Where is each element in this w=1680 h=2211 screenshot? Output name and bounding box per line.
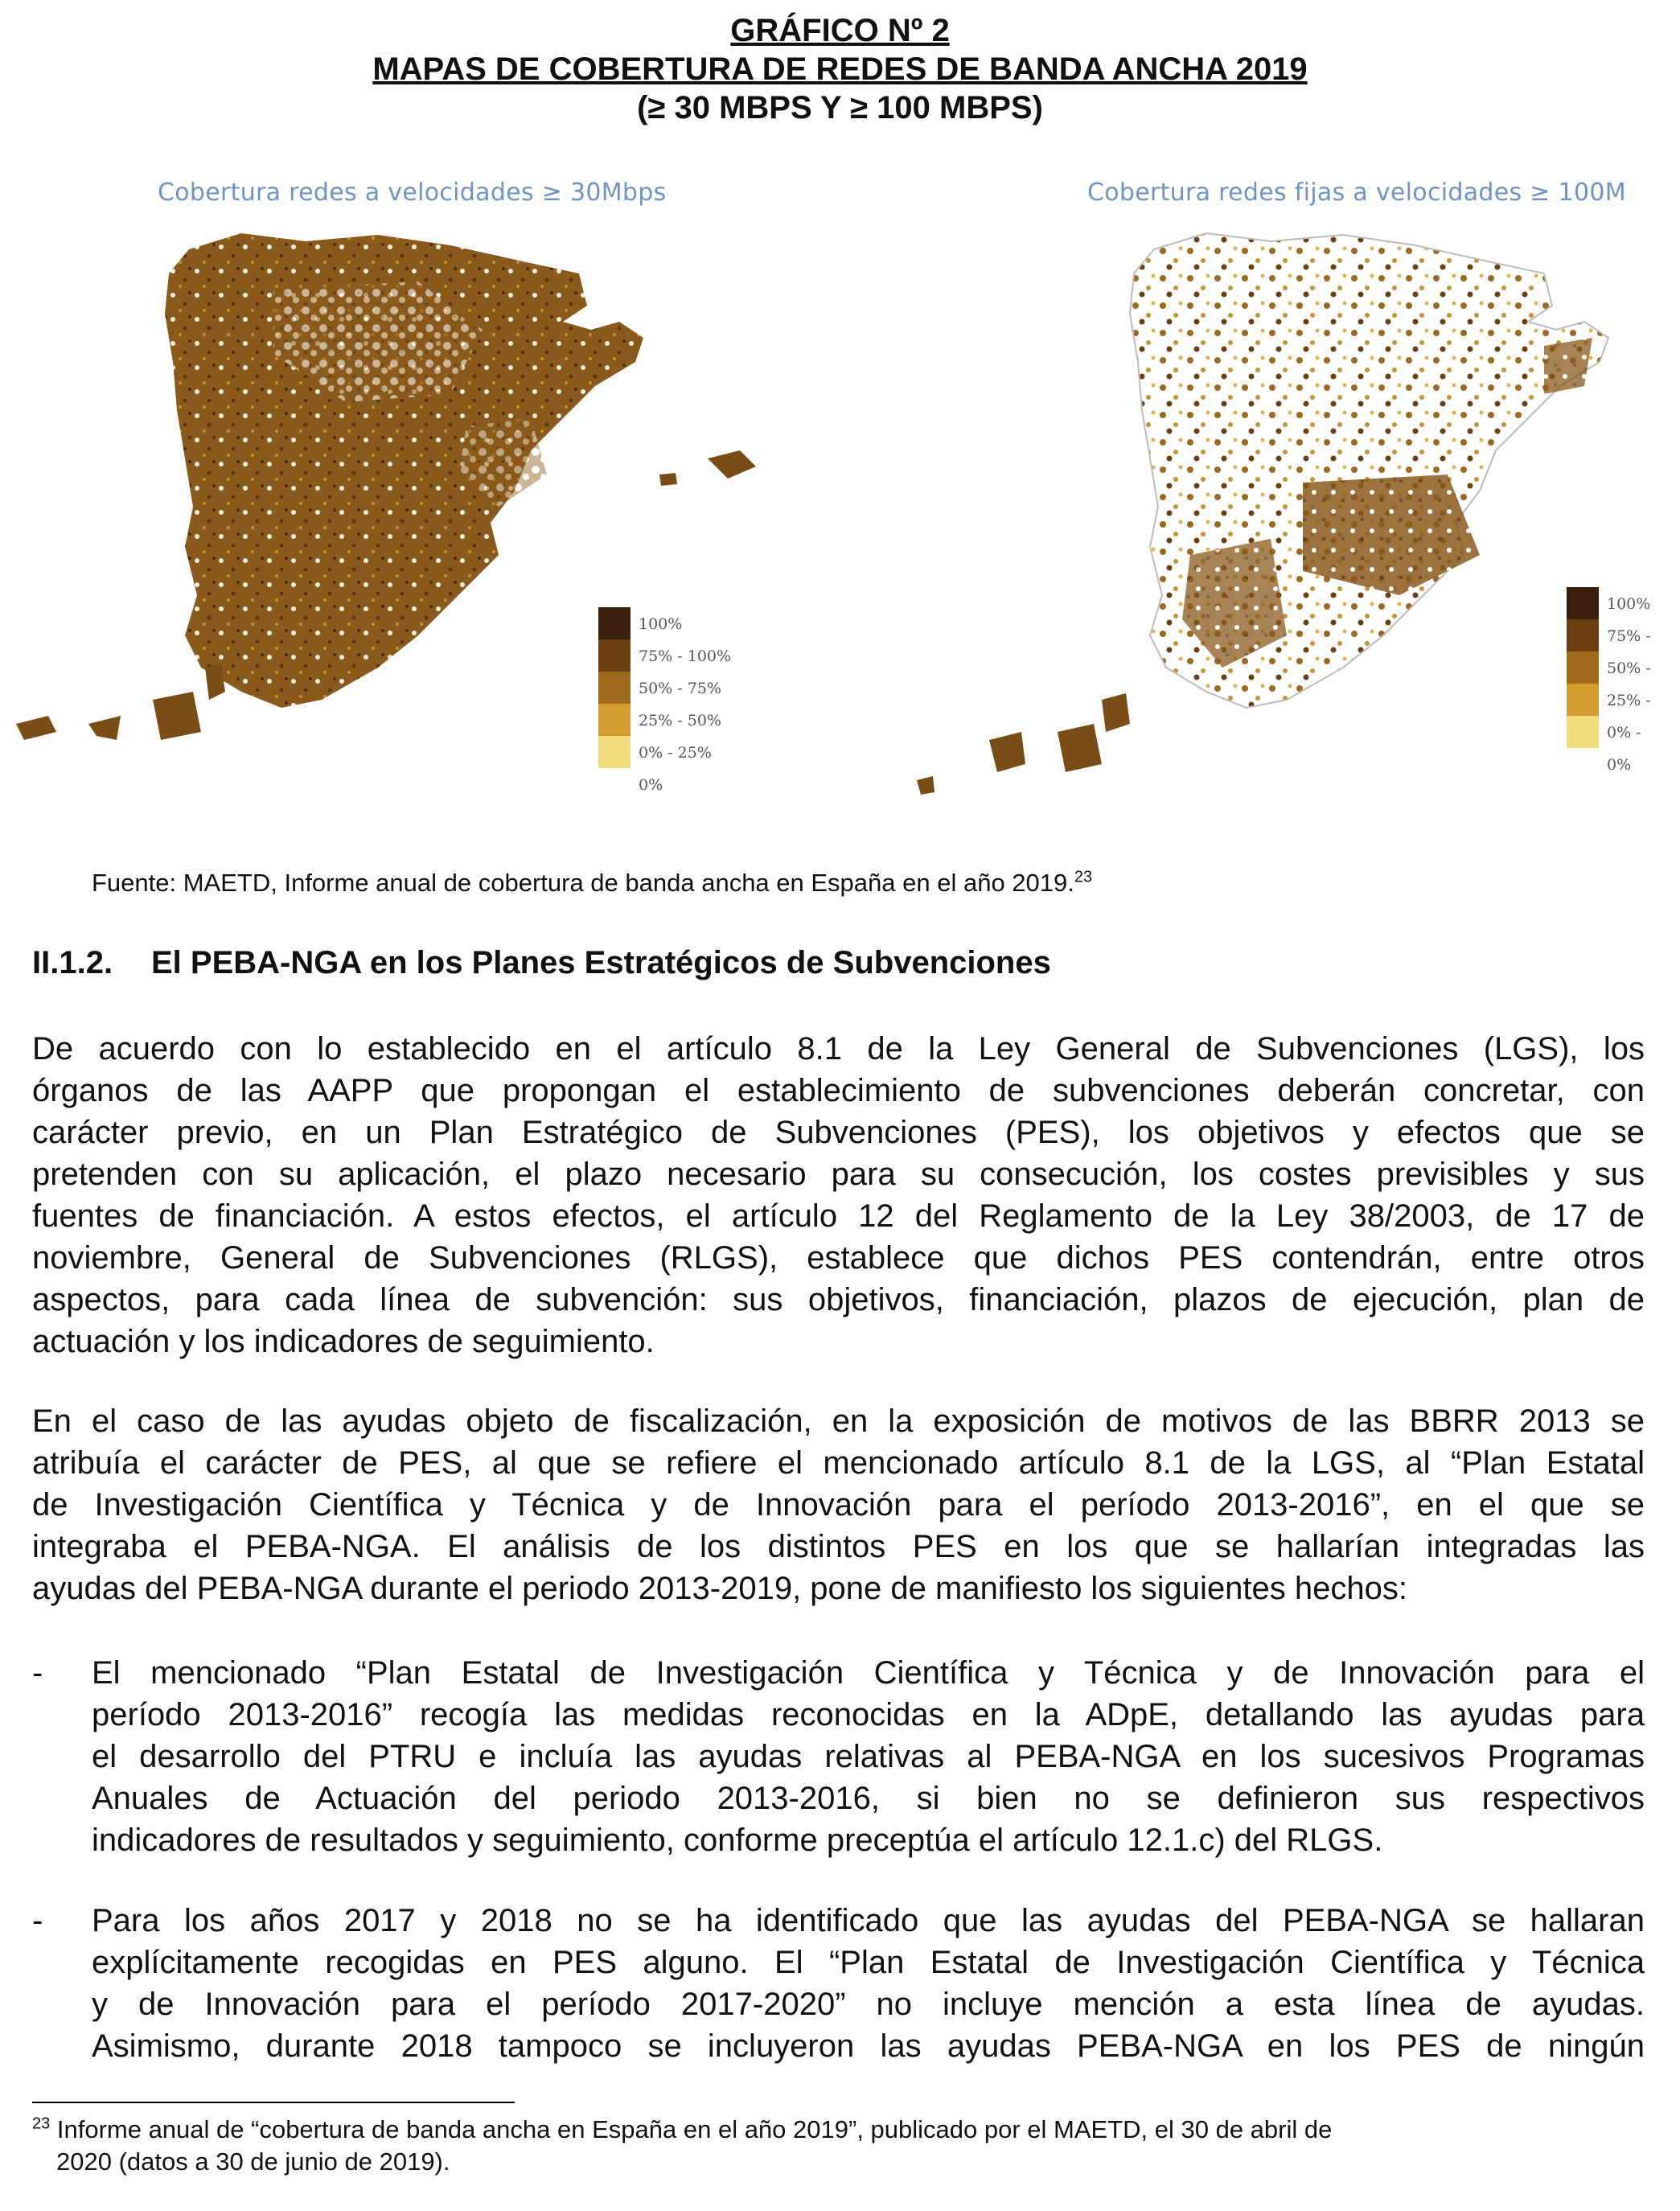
bullet-item-2 [32,1900,1645,2073]
legend-label: 0% - 25% [639,744,712,762]
legend-swatch [1567,651,1599,684]
legend-label: 50% - [1607,660,1651,677]
left-map-legend [598,607,775,808]
legend-swatch [598,672,631,704]
legend-swatch [598,639,631,672]
bullet-marker: - [32,1655,43,1691]
text-line: En el caso de las ayudas objeto de fiscalización, en la exposición de motivos de las BBRR 2013 se [32,1403,1645,1439]
text-line: de Investigación Científica y Técnica y de Innovación para el período 2013-2016”, en el que se [32,1487,1645,1523]
legend-label: 75% - 100% [639,647,732,665]
footnote-number: 23 [32,2114,51,2133]
legend-swatch [598,607,631,639]
legend-label: 25% - 50% [639,712,721,729]
left-map-title: Cobertura redes a velocidades ≥ 30Mbps [158,179,667,207]
figure-number: GRÁFICO Nº 2 [730,13,950,48]
text-line: órganos de las AAPP que propongan el establecimiento de subvenciones deberán concretar, con [32,1073,1645,1108]
legend-label: 50% - 75% [639,680,721,697]
footnote-ref[interactable]: 23 [1074,868,1093,886]
legend-label: 0% - [1607,724,1641,742]
footnote [32,2114,1645,2178]
text-line: integraba el PEBA-NGA. El análisis de los distintos PES en los que se hallarían integradas las [32,1529,1645,1564]
text-line: el desarrollo del PTRU e incluía las ayudas relativas al PEBA-NGA en los sucesivos Programas [92,1739,1645,1774]
text-line: indicadores de resultados y seguimiento, conforme preceptúa el artículo 12.1.c) del RLGS. [92,1823,1383,1858]
text-line: período 2013-2016” recogía las medidas reconocidas en la ADpE, detallando las ayudas para [92,1697,1645,1732]
legend-swatch [1567,716,1599,748]
canary-islands-left [16,664,225,740]
bullet-marker: - [32,1903,43,1938]
legend-label: 100% [1607,595,1651,613]
text-line: fuentes de financiación. A estos efectos, el artículo 12 del Reglamento de la Ley 38/2003, de 17 de [32,1198,1645,1234]
text-line: De acuerdo con lo establecido en el artículo 8.1 de la Ley General de Subvenciones (LGS), los [32,1031,1645,1066]
footnote-text-line: Informe anual de “cobertura de banda ancha en España en el año 2019”, publicado por el MAETD, el 30 de abril de [50,2115,1333,2143]
section-heading [32,945,1051,981]
legend-label: 0% [639,776,663,794]
section-title: El PEBA-NGA en los Planes Estratégicos de Subvenciones [151,945,1051,980]
text-line: Para los años 2017 y 2018 no se ha identificado que las ayudas del PEBA-NGA se hallaran [92,1903,1645,1938]
figure-title: MAPAS DE COBERTURA DE REDES DE BANDA ANCHA 2019 [372,51,1308,87]
right-map-title: Cobertura redes fijas a velocidades ≥ 100M [1087,179,1626,207]
footnote-divider [32,2102,515,2103]
right-coverage-map [885,217,1680,828]
figure-source: Fuente: MAETD, Informe anual de cobertura de banda ancha en España en el año 2019.23 [92,868,1093,897]
text-line: atribuía el carácter de PES, al que se refiere el mencionado artículo 8.1 de la LGS, al “Plan Estatal [32,1445,1645,1481]
legend-swatch [598,736,631,768]
paragraph-1 [32,1028,1645,1362]
bullet-item-1 [32,1652,1645,1869]
legend-label: 25% - [1607,692,1651,709]
text-line: y de Innovación para el período 2017-2020” no incluye mención a esta línea de ayudas. [92,1987,1645,2022]
text-line: pretenden con su aplicación, el plazo necesario para su consecución, los costes previsibles y sus [32,1157,1645,1192]
right-map-legend [1567,587,1680,796]
text-line: explícitamente recogidas en PES alguno. El “Plan Estatal de Investigación Científica y Técnica [92,1945,1645,1980]
legend-label: 100% [639,615,683,633]
legend-label: 75% - [1607,627,1651,645]
figure-subtitle: (≥ 30 MBPS Y ≥ 100 MBPS) [637,90,1043,125]
legend-swatch [1567,587,1599,619]
legend-swatch [1567,684,1599,716]
footnote-text-line: 2020 (datos a 30 de junio de 2019). [56,2147,450,2176]
text-line: carácter previo, en un Plan Estratégico de Subvenciones (PES), los objetivos y efectos que se [32,1115,1645,1150]
legend-swatch [1567,619,1599,651]
paragraph-2 [32,1400,1645,1609]
legend-label: 0% [1607,756,1632,774]
text-line: Asimismo, durante 2018 tampoco se incluyeron las ayudas PEBA-NGA en los PES de ningún [92,2028,1645,2064]
balearic-islands-left [659,450,756,486]
text-line: aspectos, para cada línea de subvención: sus objetivos, financiación, plazos de ejecución, plan de [32,1282,1645,1317]
text-line: ayudas del PEBA-NGA durante el periodo 2013-2019, pone de manifiesto los siguientes hechos: [32,1571,1407,1606]
section-number: II.1.2. [32,945,113,980]
text-line: noviembre, General de Subvenciones (RLGS), establece que dichos PES contendrán, entre otros [32,1240,1645,1276]
text-line: Anuales de Actuación del periodo 2013-2016, si bien no se definieron sus respectivos [92,1781,1645,1816]
legend-swatch [598,704,631,736]
text-line: actuación y los indicadores de seguimiento. [32,1324,655,1359]
canary-islands-right [917,693,1130,795]
text-line: El mencionado “Plan Estatal de Investigación Científica y Técnica y de Innovación para el [92,1655,1645,1691]
